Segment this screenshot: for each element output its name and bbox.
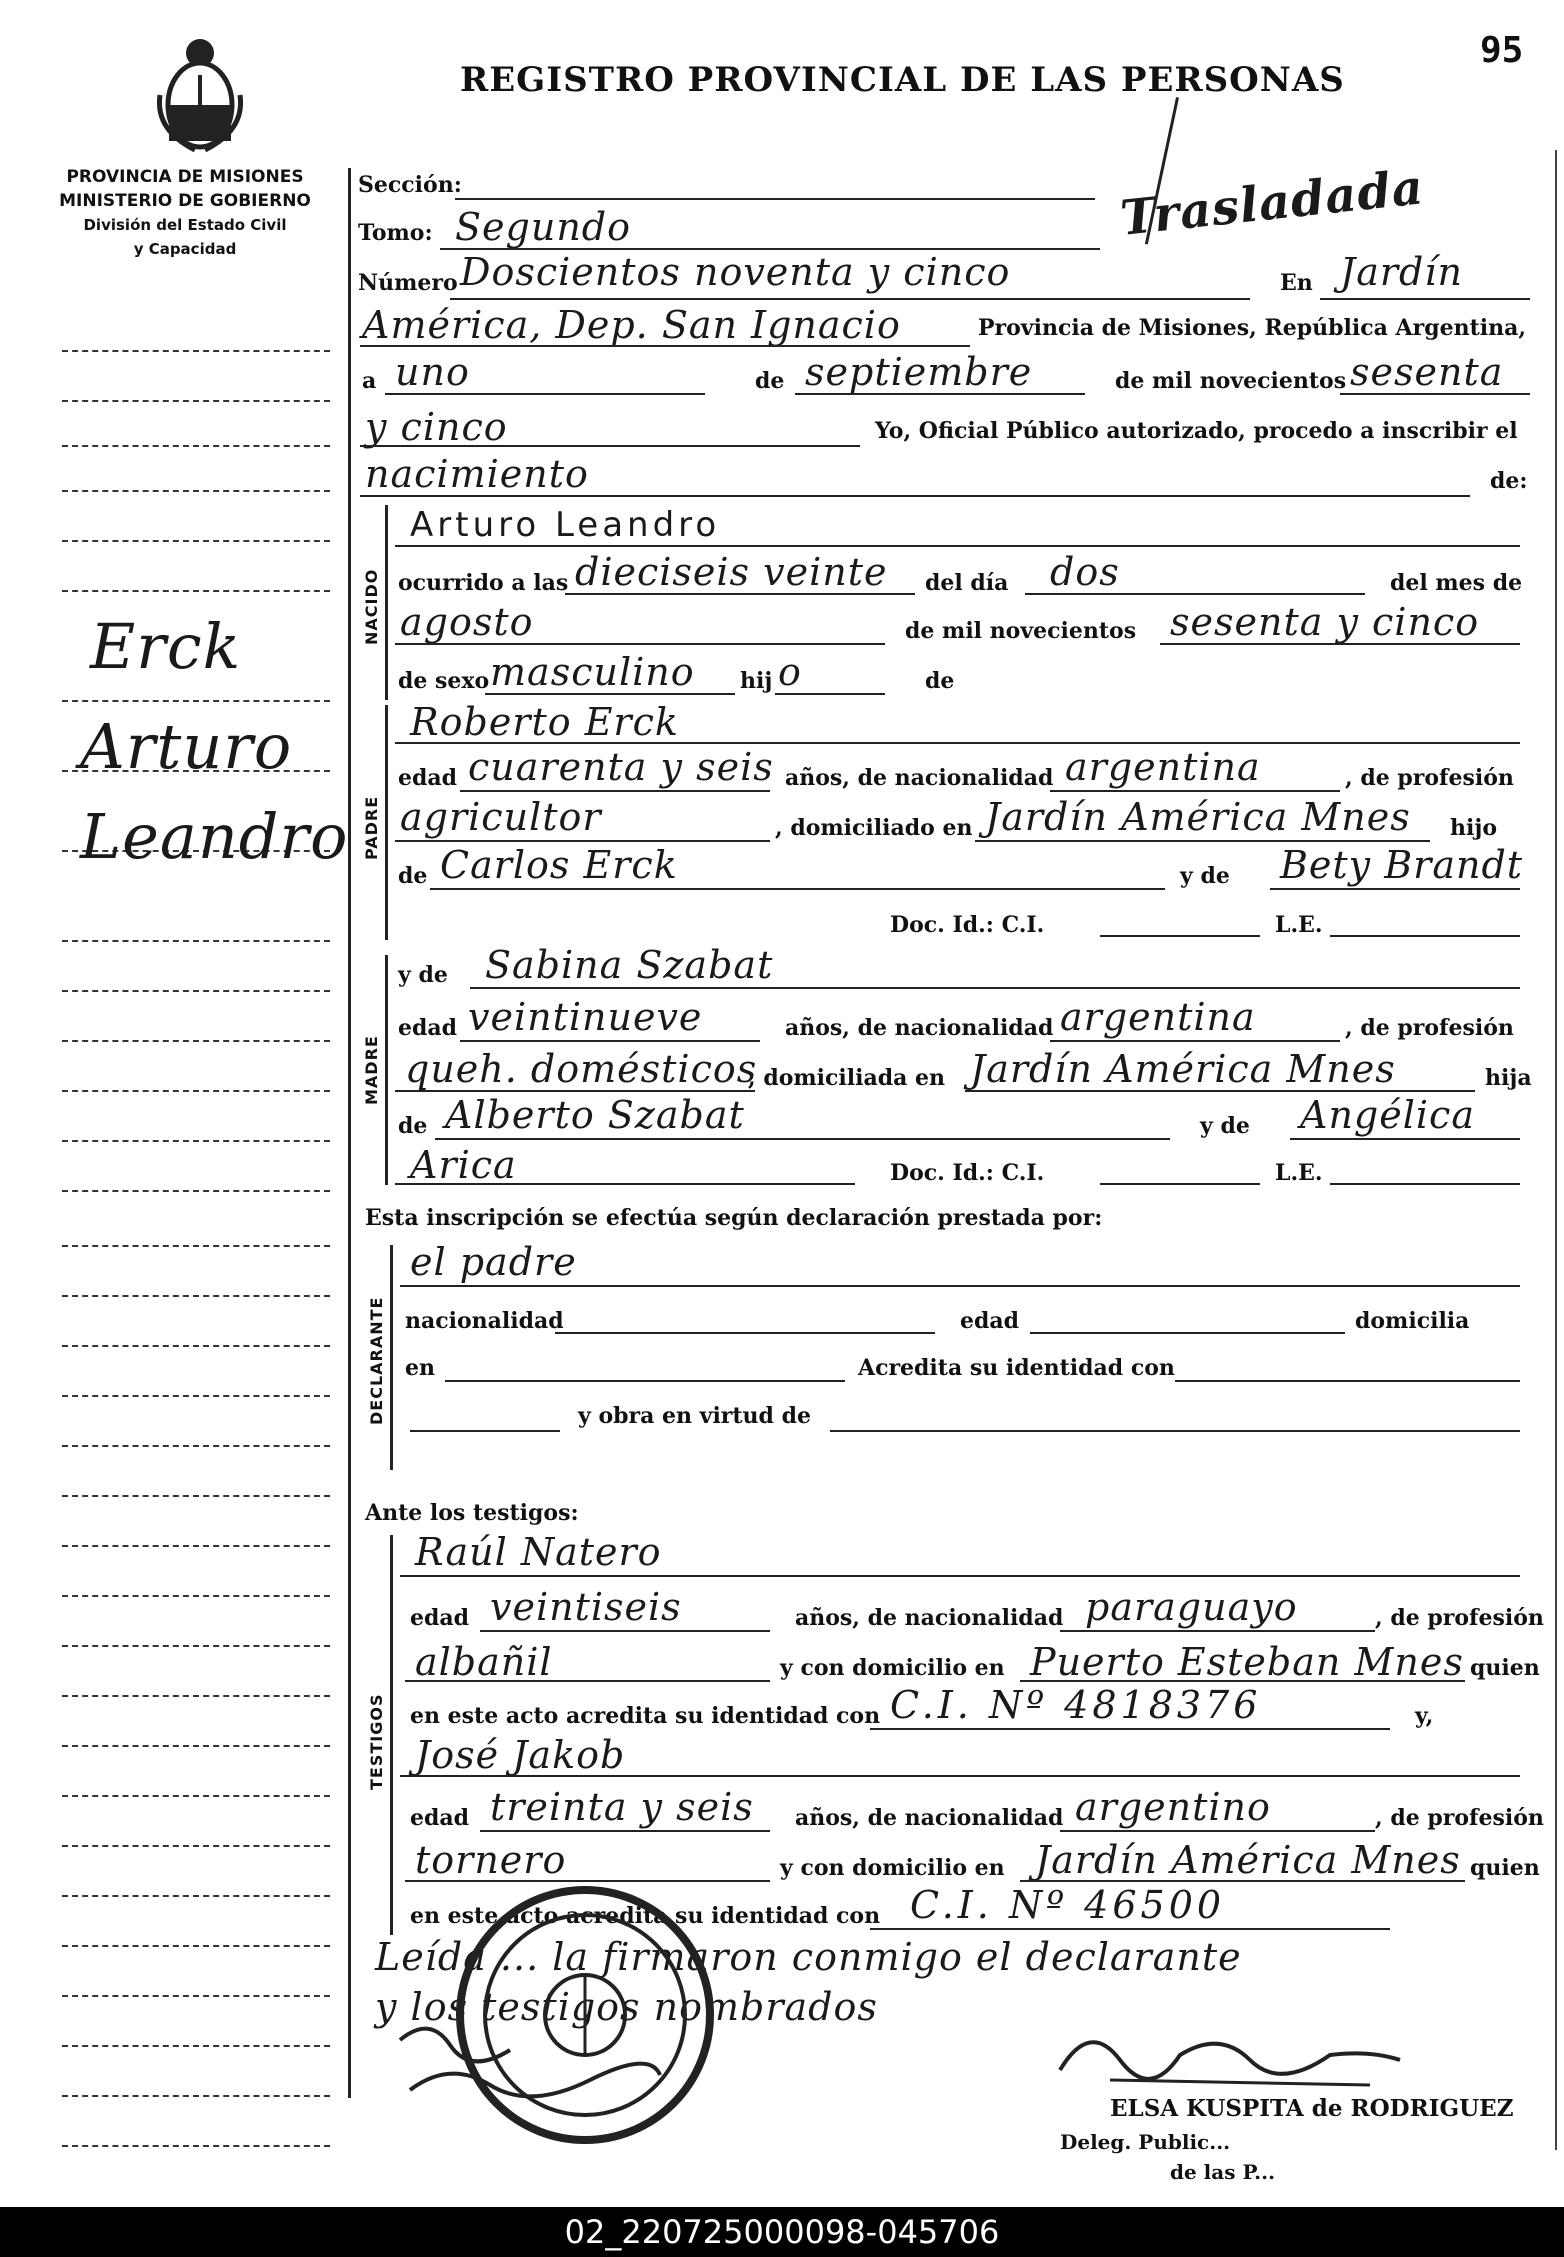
padre-dom: Jardín América Mnes xyxy=(985,795,1411,839)
org-line-4: y Capacidad xyxy=(133,240,237,258)
padre-le-label: L.E. xyxy=(1275,912,1323,938)
testigos-border xyxy=(390,1535,393,1935)
signature-right xyxy=(1050,2020,1410,2100)
padre-madre: Bety Brandt xyxy=(1280,843,1524,887)
testigo1-nac: paraguayo xyxy=(1085,1585,1298,1629)
de-label: de xyxy=(755,368,785,394)
madre-edad-label: edad xyxy=(398,1015,458,1041)
hij-label: hij xyxy=(740,668,773,694)
anio-2: y cinco xyxy=(365,405,508,449)
org-line-2: MINISTERIO DE GOBIERNO xyxy=(59,191,311,211)
side-declarante: DECLARANTE xyxy=(367,1296,386,1425)
testigo2-doc: C.I. Nº 46500 xyxy=(910,1883,1226,1927)
official-role-1: Deleg. Public... xyxy=(1060,2130,1231,2154)
page-number: 95 xyxy=(1480,30,1524,71)
ante-testigos-label: Ante los testigos: xyxy=(365,1500,579,1526)
side-madre: MADRE xyxy=(362,1035,381,1105)
org-block xyxy=(40,165,330,261)
nacido-border xyxy=(385,505,388,700)
madre-de-label: de xyxy=(398,1113,428,1139)
testigo1-dom-label: y con domicilio en xyxy=(780,1655,1005,1681)
side-testigos: TESTIGOS xyxy=(367,1693,386,1790)
en-place-1: Jardín xyxy=(1340,250,1464,294)
page-title: REGISTRO PROVINCIAL DE LAS PERSONAS xyxy=(460,60,1345,100)
testigo2-nac-label: años, de nacionalidad xyxy=(795,1805,1064,1831)
declarante-nac-label: nacionalidad xyxy=(405,1308,564,1334)
madre-nac-label: años, de nacionalidad xyxy=(785,1015,1054,1041)
hora-value: dieciseis veinte xyxy=(575,550,888,594)
testigo2-prof-label: , de profesión xyxy=(1375,1805,1544,1831)
madre-le-label: L.E. xyxy=(1275,1160,1323,1186)
padre-prof: agricultor xyxy=(400,795,602,839)
side-padre: PADRE xyxy=(362,795,381,860)
cierre-line-1: Leída ... la firmaron conmigo el declarante xyxy=(375,1935,1242,1979)
madre-hija-label: hija xyxy=(1485,1065,1532,1091)
margin-surname: Erck xyxy=(90,610,242,683)
hij-suffix: o xyxy=(778,650,802,694)
de-colon-label: de: xyxy=(1490,468,1528,494)
madre-yde2-label: y de xyxy=(1200,1113,1250,1139)
madre-dom-label: , domiciliada en xyxy=(748,1065,946,1091)
madre-madre-1: Angélica xyxy=(1300,1093,1475,1137)
testigo1-quien-label: quien xyxy=(1470,1655,1540,1681)
side-nacido: NACIDO xyxy=(362,568,381,645)
padre-dom-label: , domiciliado en xyxy=(775,815,973,841)
padre-nac-label: años, de nacionalidad xyxy=(785,765,1054,791)
padre-prof-label: , de profesión xyxy=(1345,765,1514,791)
padre-edad: cuarenta y seis xyxy=(468,745,774,789)
testigo1-nombre: Raúl Natero xyxy=(415,1530,662,1574)
dia-letra: uno xyxy=(395,350,470,394)
y-obra-label: y obra en virtud de xyxy=(578,1403,811,1429)
trasladada-stamp: Trasladada xyxy=(1117,159,1427,247)
madre-edad: veintinueve xyxy=(468,995,703,1039)
padre-hijo-label: hijo xyxy=(1450,815,1497,841)
de2-label: de xyxy=(925,668,955,694)
testigo2-acto-label: en este acto acredita su identidad con xyxy=(410,1903,881,1929)
madre-yde-label: y de xyxy=(398,962,448,988)
margin-first-name: Arturo xyxy=(80,710,293,783)
acredita-label: Acredita su identidad con xyxy=(858,1355,1175,1381)
declarante-edad-label: edad xyxy=(960,1308,1020,1334)
de-sexo-label: de sexo xyxy=(398,668,490,694)
testigo1-nac-label: años, de nacionalidad xyxy=(795,1605,1064,1631)
del-mes-label: del mes de xyxy=(1390,570,1523,596)
testigo2-quien-label: quien xyxy=(1470,1855,1540,1881)
testigo1-y-label: y, xyxy=(1415,1703,1434,1729)
padre-border xyxy=(385,705,388,940)
padre-doc-label: Doc. Id.: C.I. xyxy=(890,912,1045,938)
margin-middle-name: Leandro xyxy=(80,800,349,873)
testigo1-dom: Puerto Esteban Mnes xyxy=(1030,1640,1464,1684)
testigo2-nac: argentino xyxy=(1075,1785,1271,1829)
padre-nombre: Roberto Erck xyxy=(410,700,679,744)
testigo1-doc: C.I. Nº 4818376 xyxy=(890,1683,1262,1727)
declarante-domicilia-label: domicilia xyxy=(1355,1308,1470,1334)
main-left-border xyxy=(348,168,351,2098)
de-mil-nov2-label: de mil novecientos xyxy=(905,618,1137,644)
coat-of-arms-icon xyxy=(155,35,245,155)
declarante-en-label: en xyxy=(405,1355,435,1381)
cierre-line-2: y los testigos nombrados xyxy=(375,1985,878,2029)
testigo2-nombre: José Jakob xyxy=(415,1733,626,1777)
declarante-border xyxy=(390,1245,393,1470)
testigo2-dom-label: y con domicilio en xyxy=(780,1855,1005,1881)
a-label: a xyxy=(362,368,377,394)
provincia-label: Provincia de Misiones, República Argentina, xyxy=(978,315,1527,341)
right-edge-mark xyxy=(1555,150,1557,2150)
del-dia-label: del día xyxy=(925,570,1009,596)
anio-nac-value: sesenta y cinco xyxy=(1170,600,1480,644)
madre-prof: queh. domésticos xyxy=(405,1047,758,1091)
padre-yde-label: y de xyxy=(1180,863,1230,889)
official-name: ELSA KUSPITA de RODRIGUEZ xyxy=(1110,2095,1514,2122)
org-line-1: PROVINCIA DE MISIONES xyxy=(66,167,304,187)
padre-edad-label: edad xyxy=(398,765,458,791)
numero-value: Doscientos noventa y cinco xyxy=(460,250,1011,294)
declarante-value: el padre xyxy=(410,1240,577,1284)
org-line-3: División del Estado Civil xyxy=(83,216,287,234)
testigo2-dom: Jardín América Mnes xyxy=(1035,1838,1461,1882)
official-role-2: de las P... xyxy=(1170,2160,1276,2184)
padre-padre: Carlos Erck xyxy=(440,843,678,887)
footer-id: 02_220725000098-045706 xyxy=(0,2207,1564,2257)
madre-nac: argentina xyxy=(1060,995,1256,1039)
madre-padre: Alberto Szabat xyxy=(445,1093,745,1137)
padre-de-label: de xyxy=(398,863,428,889)
nombre-value: Arturo Leandro xyxy=(410,505,721,545)
esta-inscripcion-label: Esta inscripción se efectúa según declaración prestada por: xyxy=(365,1205,1103,1231)
madre-prof-label: , de profesión xyxy=(1345,1015,1514,1041)
tomo-label: Tomo: xyxy=(358,220,433,246)
madre-doc-label: Doc. Id.: C.I. xyxy=(890,1160,1045,1186)
testigo1-prof: albañil xyxy=(415,1640,553,1684)
signature-left xyxy=(390,2020,670,2110)
testigo1-prof-label: , de profesión xyxy=(1375,1605,1544,1631)
dia-value: dos xyxy=(1050,550,1120,594)
testigo2-edad-label: edad xyxy=(410,1805,470,1831)
madre-border xyxy=(385,955,388,1185)
sexo-value: masculino xyxy=(490,650,695,694)
ocurrido-label: ocurrido a las xyxy=(398,570,569,596)
testigo2-prof: tornero xyxy=(415,1838,567,1882)
madre-madre-2: Arica xyxy=(410,1143,517,1187)
testigo1-edad: veintiseis xyxy=(490,1585,682,1629)
de-mil-nov-label: de mil novecientos xyxy=(1115,368,1347,394)
testigo1-acto-label: en este acto acredita su identidad con xyxy=(410,1703,881,1729)
en-place-2: América, Dep. San Ignacio xyxy=(362,303,901,347)
madre-nombre: Sabina Szabat xyxy=(485,943,774,987)
padre-nac: argentina xyxy=(1065,745,1261,789)
acto-value: nacimiento xyxy=(365,452,589,496)
mes-value: septiembre xyxy=(805,350,1033,394)
testigo1-edad-label: edad xyxy=(410,1605,470,1631)
numero-label: Número xyxy=(358,270,458,296)
madre-dom: Jardín América Mnes xyxy=(970,1047,1396,1091)
testigo2-edad: treinta y seis xyxy=(490,1785,754,1829)
yo-oficial-label: Yo, Oficial Público autorizado, procedo a inscribir el xyxy=(875,418,1518,444)
tomo-value: Segundo xyxy=(455,205,631,249)
en-label: En xyxy=(1280,270,1313,296)
mes-nac-value: agosto xyxy=(400,600,534,644)
seccion-label: Sección: xyxy=(358,172,462,198)
anio-1: sesenta xyxy=(1350,350,1504,394)
